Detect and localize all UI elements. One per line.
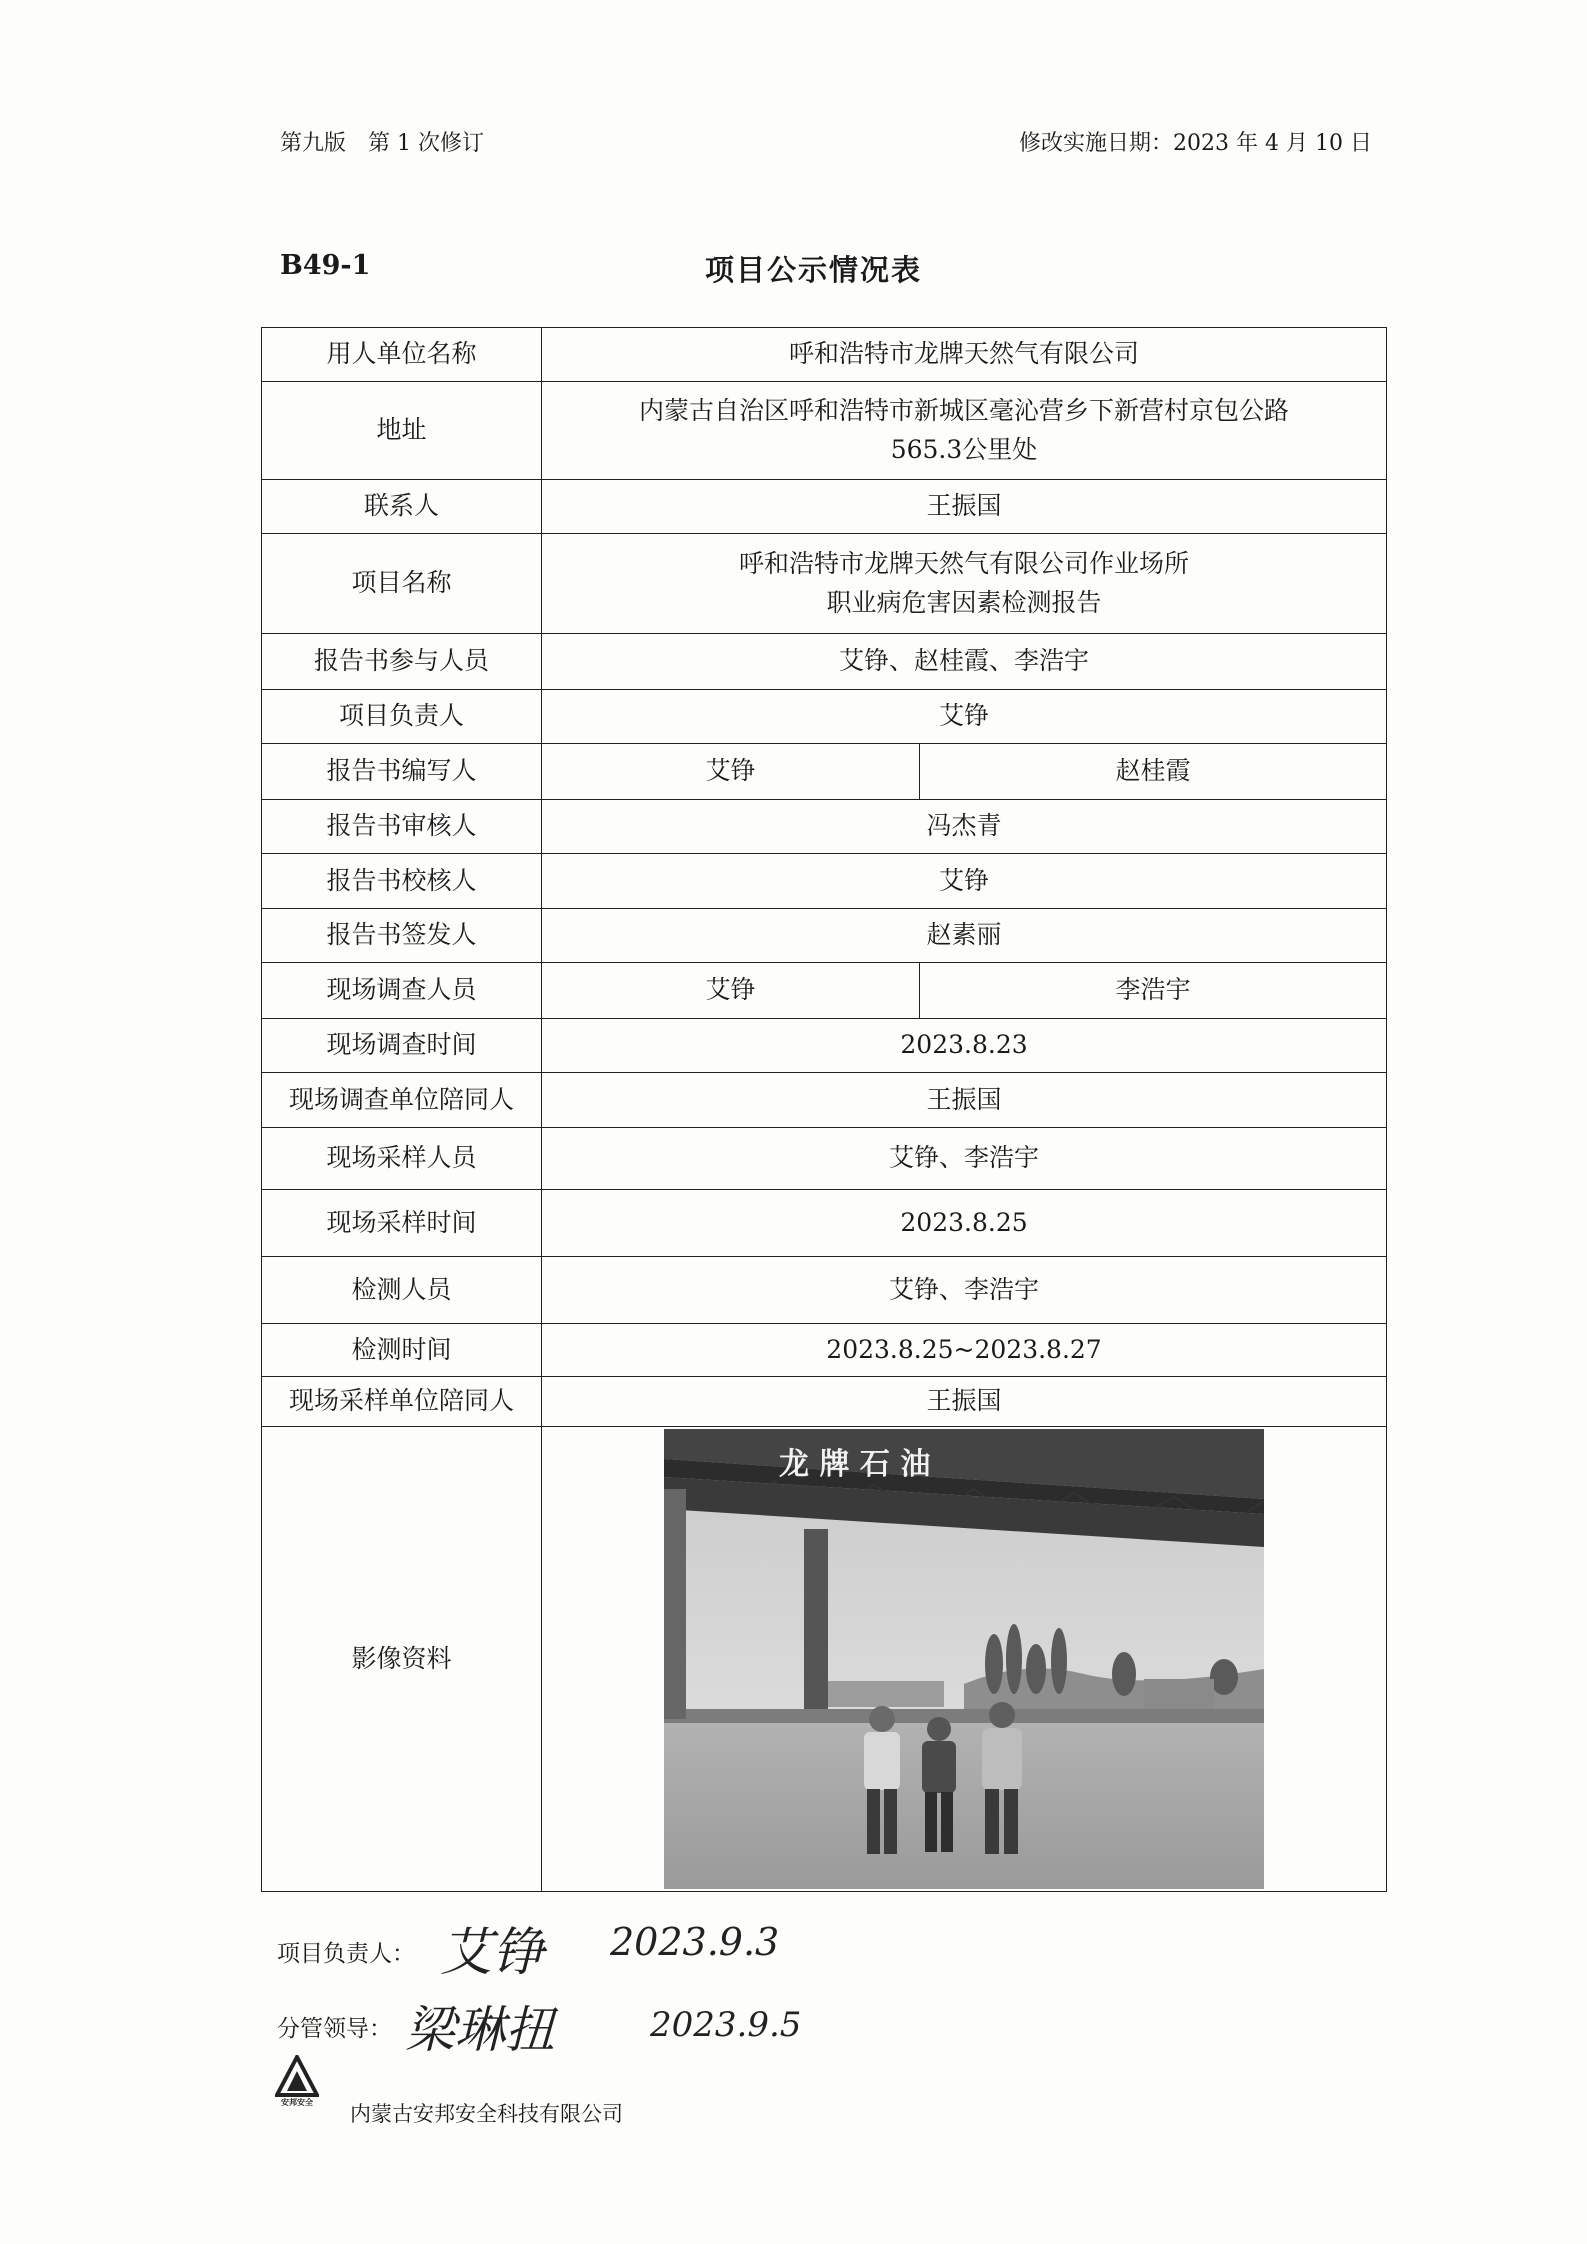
table-row xyxy=(262,1190,1387,1257)
table-row xyxy=(262,328,1387,382)
table-row xyxy=(262,1324,1387,1377)
table-row xyxy=(262,1427,1387,1892)
sampling-escort-label: 现场采样单位陪同人 xyxy=(262,1377,542,1427)
project-name-line-1: 呼和浩特市龙牌天然气有限公司作业场所 xyxy=(739,548,1190,578)
writer-label: 报告书编写人 xyxy=(262,744,542,800)
leader-sign-label: 项目负责人： xyxy=(277,1941,415,1967)
company-name: 内蒙古安邦安全科技有限公司 xyxy=(350,2102,623,2126)
survey-time-label: 现场调查时间 xyxy=(262,1019,542,1073)
table-row xyxy=(262,854,1387,909)
sampling-staff-label: 现场采样人员 xyxy=(262,1128,542,1190)
survey-time-value: 2023.8.23 xyxy=(542,1019,1387,1073)
site-photo xyxy=(664,1429,1264,1889)
table-row xyxy=(262,480,1387,534)
table-row xyxy=(262,690,1387,744)
testing-time-label: 检测时间 xyxy=(262,1324,542,1377)
image-cell xyxy=(542,1427,1387,1892)
contact-label: 联系人 xyxy=(262,480,542,534)
checker-value: 艾铮 xyxy=(542,854,1387,909)
effective-date: 修改实施日期：2023 年 4 月 10 日 xyxy=(1019,131,1372,156)
leader-label: 项目负责人 xyxy=(262,690,542,744)
survey-staff-1: 艾铮 xyxy=(542,963,920,1019)
testing-staff-value: 艾铮、李浩宇 xyxy=(542,1257,1387,1324)
employer-label: 用人单位名称 xyxy=(262,328,542,382)
address-value xyxy=(542,382,1387,480)
form-code: B49-1 xyxy=(280,250,371,281)
table-row xyxy=(262,534,1387,634)
table-row xyxy=(262,1377,1387,1427)
page-title: 项目公示情况表 xyxy=(704,253,922,287)
survey-escort-label: 现场调查单位陪同人 xyxy=(262,1073,542,1128)
address-label: 地址 xyxy=(262,382,542,480)
sampling-staff-value: 艾铮、李浩宇 xyxy=(542,1128,1387,1190)
people-figures xyxy=(864,1702,1022,1854)
checker-label: 报告书校核人 xyxy=(262,854,542,909)
survey-staff-label: 现场调查人员 xyxy=(262,963,542,1019)
manager-sign-label: 分管领导： xyxy=(277,2016,392,2042)
leader-signature: 艾铮 xyxy=(440,1923,545,1983)
project-table xyxy=(261,327,1387,1892)
manager-sign-date: 2023.9.5 xyxy=(650,2005,802,2045)
address-line-1: 内蒙古自治区呼和浩特市新城区毫沁营乡下新营村京包公路 xyxy=(639,395,1290,425)
project-name-value xyxy=(542,534,1387,634)
table-row xyxy=(262,1019,1387,1073)
table-row xyxy=(262,382,1387,480)
sampling-time-value: 2023.8.25 xyxy=(542,1190,1387,1257)
table-row xyxy=(262,963,1387,1019)
address-line-2: 565.3公里处 xyxy=(890,434,1038,464)
manager-signature: 梁琳扭 xyxy=(405,2001,555,2059)
issuer-label: 报告书签发人 xyxy=(262,909,542,963)
contact-value: 王振国 xyxy=(542,480,1387,534)
testing-time-value: 2023.8.25~2023.8.27 xyxy=(542,1324,1387,1377)
table-row xyxy=(262,634,1387,690)
table-row xyxy=(262,1128,1387,1190)
sampling-time-label: 现场采样时间 xyxy=(262,1190,542,1257)
table-row xyxy=(262,1073,1387,1128)
table-row xyxy=(262,744,1387,800)
survey-staff-2: 李浩宇 xyxy=(920,963,1387,1019)
table-row xyxy=(262,1257,1387,1324)
testing-staff-label: 检测人员 xyxy=(262,1257,542,1324)
employer-value: 呼和浩特市龙牌天然气有限公司 xyxy=(542,328,1387,382)
table-row xyxy=(262,800,1387,854)
leader-value: 艾铮 xyxy=(542,690,1387,744)
reviewer-value: 冯杰青 xyxy=(542,800,1387,854)
participants-label: 报告书参与人员 xyxy=(262,634,542,690)
survey-escort-value: 王振国 xyxy=(542,1073,1387,1128)
project-name-label: 项目名称 xyxy=(262,534,542,634)
leader-sign-date: 2023.9.3 xyxy=(610,1920,780,1964)
project-name-line-2: 职业病危害因素检测报告 xyxy=(826,587,1102,617)
issuer-value: 赵素丽 xyxy=(542,909,1387,963)
participants-value: 艾铮、赵桂霞、李浩宇 xyxy=(542,634,1387,690)
writer-1: 艾铮 xyxy=(542,744,920,800)
sampling-escort-value: 王振国 xyxy=(542,1377,1387,1427)
canopy-sign: 龙 牌 石 油 xyxy=(779,1447,931,1482)
edition-text: 第九版 第 1 次修订 xyxy=(280,131,484,156)
logo-text: 安邦安全 xyxy=(281,2098,313,2107)
image-label: 影像资料 xyxy=(262,1427,542,1892)
writer-2: 赵桂霞 xyxy=(920,744,1387,800)
company-logo-icon xyxy=(275,2055,319,2107)
reviewer-label: 报告书审核人 xyxy=(262,800,542,854)
table-row xyxy=(262,909,1387,963)
